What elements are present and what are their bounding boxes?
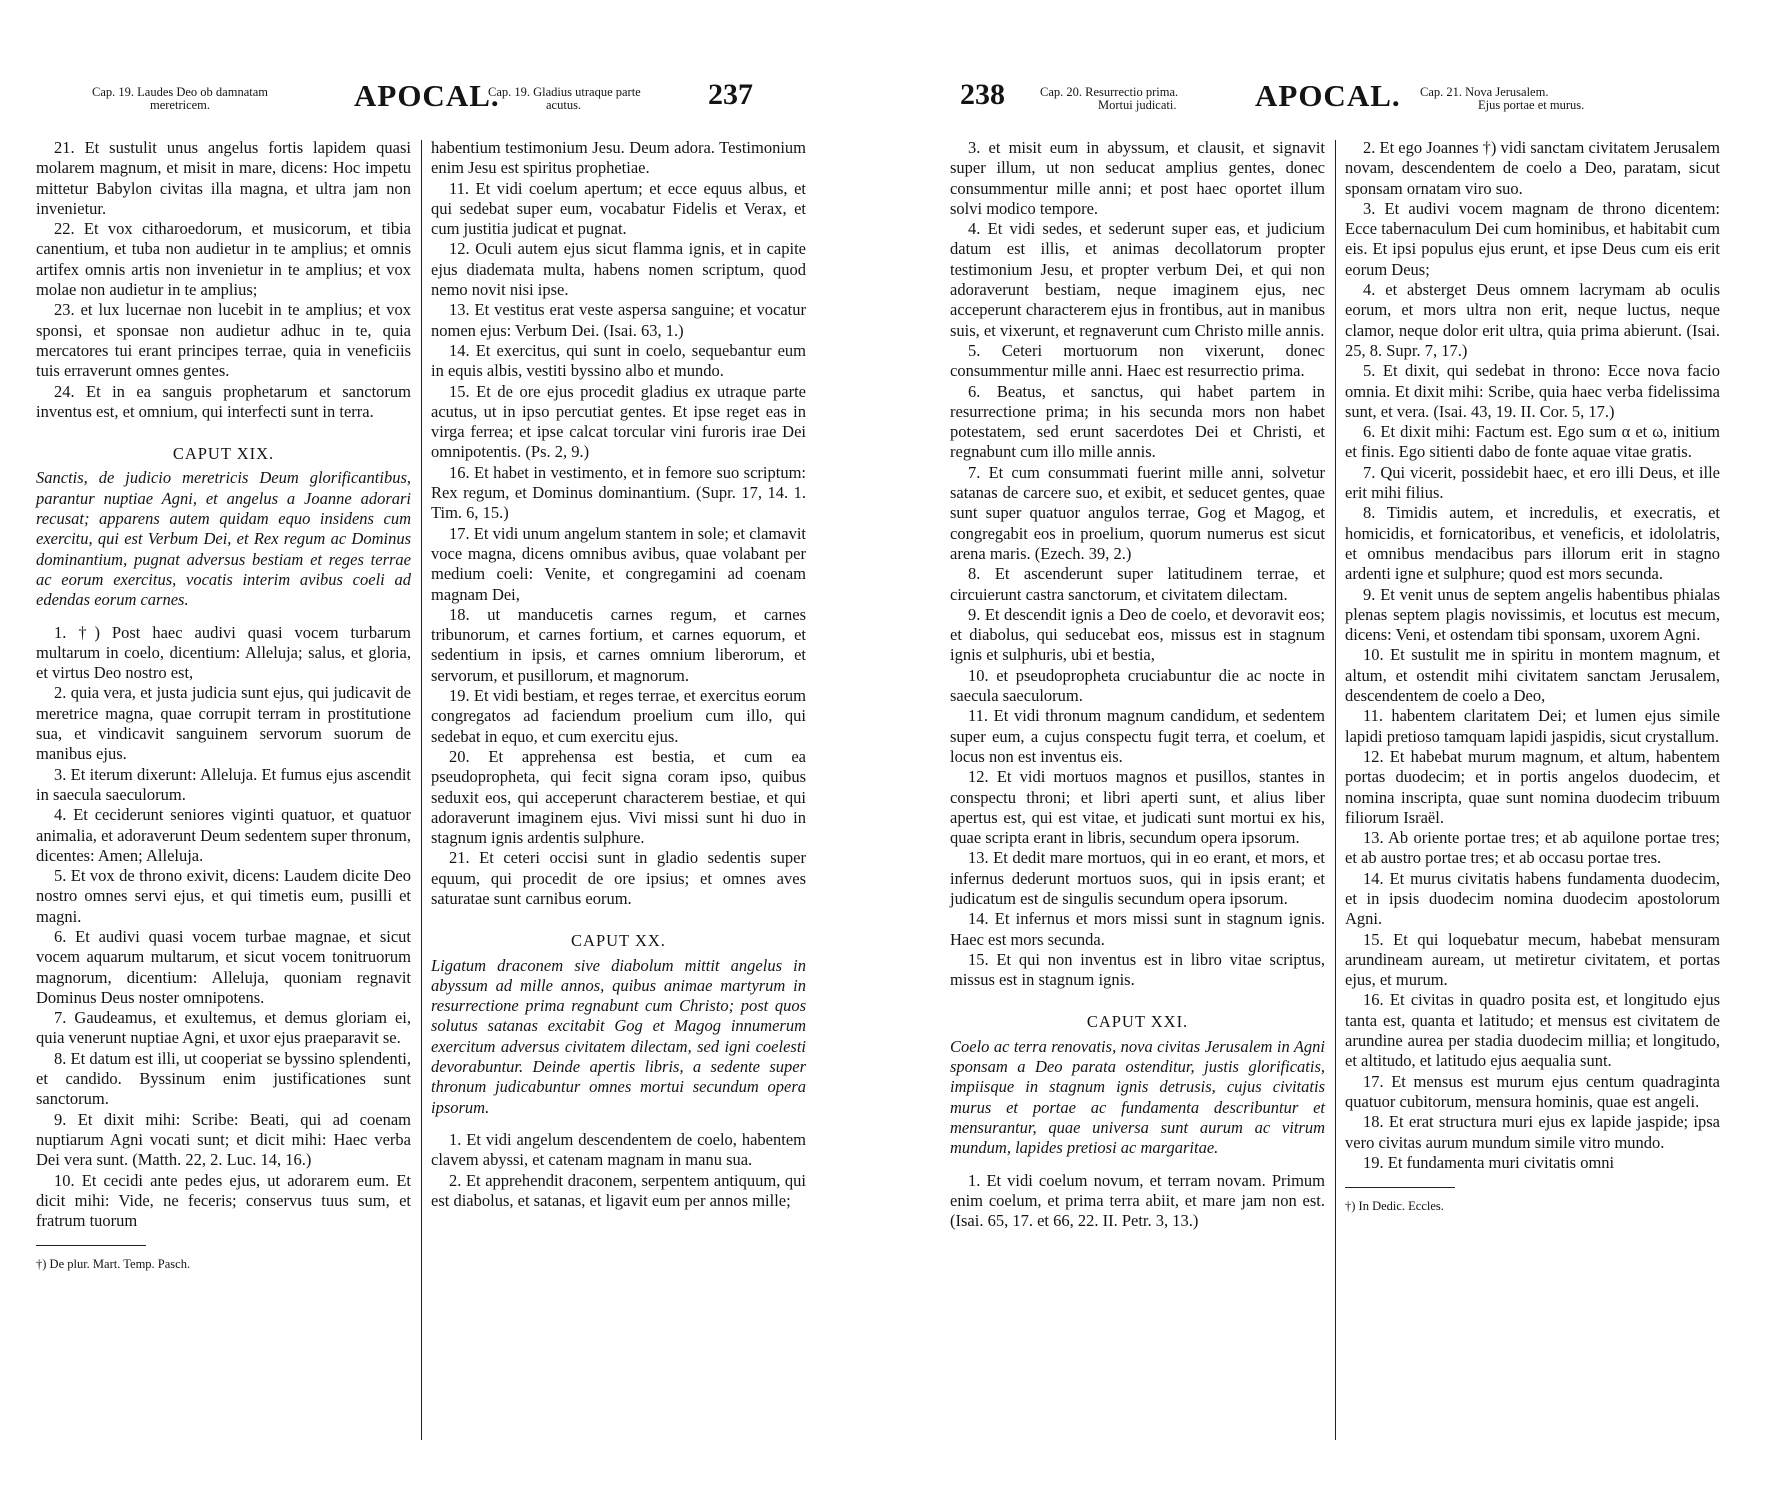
footnote: †) In Dedic. Eccles.	[1345, 1199, 1444, 1214]
verse: 4. et absterget Deus omnem lacrymam ab oculis eorum, et mors ultra non erit, neque luctus, neque clamor, neque dolor erit ultra, quia prima abierunt. (Isai. 25, 8. Supr. 7, 17.)	[1345, 280, 1720, 360]
column-divider	[1335, 140, 1336, 1440]
footnote: †) De plur. Mart. Temp. Pasch.	[36, 1257, 191, 1272]
verse: 12. Et vidi mortuos magnos et pusillos, stantes in conspectu throni; et libri aperti sunt, et alius liber apertus est, qui est vitae, et judicati sunt mortui ex his, quae scripta erant in libris, secundum opera ipsorum.	[950, 767, 1325, 848]
verse: 18. Et erat structura muri ejus ex lapide jaspide; ipsa vero civitas aurum mundum simile vitro mundo.	[1345, 1112, 1720, 1152]
running-head-line: Cap. 20. Resurrectio prima.	[1040, 85, 1179, 99]
footnote-rule	[1345, 1187, 1455, 1188]
verse: 13. Et vestitus erat veste aspersa sanguine; et vocatur nomen ejus: Verbum Dei. (Isai. 63, 1.)	[431, 300, 806, 340]
verse: 6. Et audivi quasi vocem turbae magnae, et sicut vocem aquarum multarum, et sicut vocem tonitruorum magnorum, dicentium: Alleluja, quoniam regnavit Dominus Deus noster omnipotens.	[36, 926, 411, 1007]
left-page	[36, 78, 806, 1478]
verse: 14. Et infernus et mors missi sunt in stagnum ignis. Haec est mors secunda.	[950, 909, 1325, 949]
verse: 2. Et apprehendit draconem, serpentem antiquum, qui est diabolus, et satanas, et ligavit eum per annos mille;	[431, 1170, 806, 1210]
verse: 3. Et audivi vocem magnam de throno dicentem: Ecce tabernaculum Dei cum hominibus, et habitabit cum eis. Et ipsi populus ejus erunt, et ipse Deus cum eis erit eorum Deus;	[1345, 198, 1720, 279]
chapter-heading: CAPUT XIX.	[172, 444, 275, 464]
verse: 3. et misit eum in abyssum, et clausit, et signavit super illum, ut non seducat amplius gentes, donec consummentur mille anni; et post haec oportet illum solvi modico tempore.	[950, 138, 1325, 218]
running-head-left	[92, 86, 268, 112]
verse: 21. Et ceteri occisi sunt in gladio sedentis super equum, qui procedit de ore ipsius; et omnes aves saturatae sunt carnibus eorum.	[431, 848, 806, 908]
verse: 11. Et vidi coelum apertum; et ecce equus albus, et qui sedebat super eum, vocabatur Fidelis et Verax, et cum justitia judicat et pugnat.	[431, 178, 806, 239]
running-head-line: Cap. 19. Laudes Deo ob damnatam	[92, 85, 268, 99]
verse: 10. Et sustulit me in spiritu in montem magnum, et altum, et ostendit mihi civitatem sanctam Jerusalem, descendentem de coelo a Deo,	[1345, 645, 1720, 706]
verse: 9. Et venit unus de septem angelis habentibus phialas plenas septem plagis novissimis, et locutus est mecum, dicens: Veni, et ostendam tibi sponsam, uxorem Agni.	[1345, 584, 1720, 645]
chapter-summary: Coelo ac terra renovatis, nova civitas Jerusalem in Agni sponsam a Deo parata ostenditur, justis glorificatis, impiisque in stagnum ignis detrusis, cujus civitatis murus et portae ac fundamenta describuntur et mensurantur, quae universa sunt aurum ac vitrum mundum, lapides pretiosi ac margaritae.	[950, 1036, 1325, 1158]
verse: 8. Timidis autem, et incredulis, et execratis, et homicidis, et fornicatoribus, et veneficis, et idololatris, et omnibus mendacibus pars illorum erit in stagno ardenti igne et sulphure; quod est mors secunda.	[1345, 503, 1720, 584]
running-head-line: Mortui judicati.	[1098, 98, 1177, 112]
left-page-columns	[36, 138, 806, 1458]
verse: 7. Et cum consummati fuerint mille anni, solvetur satanas de carcere suo, et exibit, et seducet gentes, quae sunt super quatuor angulos terrae, Gog et Magog, et congregabit eos in proelium, quorum numerus est sicut arena maris. (Ezech. 39, 2.)	[950, 462, 1325, 563]
verse: 13. Et dedit mare mortuos, qui in eo erant, et mors, et infernus dederunt mortuos suos, qui in ipsis erant; et judicatum est de singulis secundum opera ipsorum.	[950, 848, 1325, 908]
verse: 23. et lux lucernae non lucebit in te amplius; et vox sponsi, et sponsae non audietur adhuc in te, quia mercatores tui erant principes terrae, quia in veneficiis tuis erraverunt omnes gentes.	[36, 300, 411, 381]
verse: 22. Et vox citharoedorum, et musicorum, et tibia canentium, et tuba non audietur in te amplius; et omnis artifex omnis artis non invenietur in te amplius; et vox molae non audietur in te amplius;	[36, 219, 411, 300]
verse: 14. Et murus civitatis habens fundamenta duodecim, et in ipsis duodecim nomina duodecim apostolorum Agni.	[1345, 868, 1720, 929]
verse: 11. Et vidi thronum magnum candidum, et sedentem super eum, a cujus conspectu fugit terra, et coelum, et locus non est inventus eis.	[950, 706, 1325, 766]
verse: 17. Et vidi unum angelum stantem in sole; et clamavit voce magna, dicens omnibus avibus, quae volabant per medium coeli: Venite, et congregamini ad coenam magnam Dei,	[431, 523, 806, 604]
book-title: APOCAL.	[1255, 78, 1401, 113]
right-page-columns	[950, 138, 1720, 1458]
running-head-line: acutus.	[546, 98, 582, 112]
verse: 18. ut manducetis carnes regum, et carnes tribunorum, et carnes fortium, et carnes equorum, et sedentium in ipsis, et carnes omnium liberorum, et servorum, et pusillorum, et magnorum.	[431, 604, 806, 685]
verse: 13. Ab oriente portae tres; et ab aquilone portae tres; et ab austro portae tres; et ab occasu portae tres.	[1345, 828, 1720, 868]
running-head-line: Cap. 19. Gladius utraque parte	[488, 85, 641, 99]
running-head-left	[1040, 86, 1178, 112]
verse: 4. Et vidi sedes, et sederunt super eas, et judicium datum est illis, et animas decollatorum propter testimonium Jesu, et propter verbum Dei, et qui non adoraverunt bestiam, neque imaginem ejus, nec acceperunt characterem ejus in frontibus, aut in manibus suis, et vixerunt, et regnaverunt cum Christo mille annis.	[950, 219, 1325, 340]
verse: 8. Et ascenderunt super latitudinem terrae, et circuierunt castra sanctorum, et civitatem dilectam.	[950, 564, 1325, 604]
verse: 24. Et in ea sanguis prophetarum et sanctorum inventus est, et omnium, qui interfecti sunt in terra.	[36, 381, 411, 421]
text-column	[36, 138, 411, 1272]
verse: 9. Et descendit ignis a Deo de coelo, et devoravit eos; et diabolus, qui seducebat eos, missus est in stagnum ignis et sulphuris, ubi et bestia,	[950, 604, 1325, 665]
verse: habentium testimonium Jesu. Deum adora. Testimonium enim Jesu est spiritus prophetiae.	[431, 138, 806, 178]
verse: 10. Et cecidi ante pedes ejus, ut adorarem eum. Et dicit mihi: Vide, ne feceris; conservus tuus sum, et fratrum tuorum	[36, 1170, 411, 1231]
chapter-summary: Ligatum draconem sive diabolum mittit angelus in abyssum ad mille annos, quibus animae martyrum in resurrectione prima regnabunt cum Christo; post quos solutus satanas excitabit Gog et Magog innumerum exercitum adversus civitatem dilectam, sed igni coelesti devorabuntur. Deinde apertis libris, a sedente super thronum judicabuntur omnes mortui secundum opera ipsorum.	[431, 955, 806, 1117]
verse: 5. Et dixit, qui sedebat in throno: Ecce nova facio omnia. Et dixit mihi: Scribe, quia haec verba fidelissima sunt, et vera. (Isai. 43, 19. II. Cor. 5, 17.)	[1345, 361, 1720, 421]
verse: 5. Et vox de throno exivit, dicens: Laudem dicite Deo nostro omnes servi ejus, et qui timetis eum, pusilli et magni.	[36, 866, 411, 926]
running-head-right	[488, 86, 641, 112]
verse: 6. Et dixit mihi: Factum est. Ego sum α et ω, initium et finis. Ego sitienti dabo de fonte aquae vitae gratis.	[1345, 422, 1720, 462]
verse: 14. Et exercitus, qui sunt in coelo, sequebantur eum in equis albis, vestiti byssino albo et mundo.	[431, 340, 806, 381]
verse: 15. Et qui loquebatur mecum, habebat mensuram arundineam auream, ut metiretur civitatem, et portas ejus, et murum.	[1345, 929, 1720, 990]
column-divider	[421, 140, 422, 1440]
verse: 2. quia vera, et justa judicia sunt ejus, qui judicavit de meretrice magna, quae corrupit terram in prostitutione sua, et vindicavit sanguinem servorum suorum de manibus ejus.	[36, 683, 411, 764]
book-title: APOCAL.	[354, 78, 500, 113]
verse: 20. Et apprehensa est bestia, et cum ea pseudopropheta, qui fecit signa coram ipso, quibus seduxit eos, qui acceperunt characterem bestiae, et qui adoraverunt imaginem ejus. Vivi missi sunt hi duo in stagnum ignis ardentis sulphure.	[431, 746, 806, 848]
verse: 11. habentem claritatem Dei; et lumen ejus simile lapidi pretioso tamquam lapidi jaspidis, sicut crystallum.	[1345, 706, 1720, 746]
page-number: 237	[708, 78, 753, 111]
verse: 17. Et mensus est murum ejus centum quadraginta quatuor cubitorum, mensura hominis, quae est angeli.	[1345, 1071, 1720, 1111]
verse: 6. Beatus, et sanctus, qui habet partem in resurrectione prima; in his secunda mors non habet potestatem, sed erunt sacerdotes Dei et Christi, et regnabunt cum illo mille annis.	[950, 381, 1325, 462]
verse: 2. Et ego Joannes †) vidi sanctam civitatem Jerusalem novam, descendentem de coelo a Deo, paratam, sicut sponsam ornatam viro suo.	[1345, 138, 1720, 198]
running-head-line: Ejus portae et murus.	[1478, 98, 1585, 112]
text-column	[1345, 138, 1720, 1214]
verse: 19. Et vidi bestiam, et reges terrae, et exercitus eorum congregatos ad faciendum proelium cum illo, qui sedebat in equo, et cum exercitu ejus.	[431, 686, 806, 746]
verse: 12. Oculi autem ejus sicut flamma ignis, et in capite ejus diademata multa, habens nomen scriptum, quod nemo novit nisi ipse.	[431, 239, 806, 300]
verse: 9. Et dixit mihi: Scribe: Beati, qui ad coenam nuptiarum Agni vocati sunt; et dicit mihi: Haec verba Dei vera sunt. (Matth. 22, 2. Luc. 14, 16.)	[36, 1109, 411, 1170]
verse: 15. Et qui non inventus est in libro vitae scriptus, missus est in stagnum ignis.	[950, 949, 1325, 990]
page-number: 238	[960, 78, 1005, 111]
running-head-line: meretricem.	[150, 98, 211, 112]
right-page	[950, 78, 1720, 1478]
chapter-summary: Sanctis, de judicio meretricis Deum glorificantibus, parantur nuptiae Agni, et angelus a Joanne adorari recusat; apparens autem quidam equo insidens cum exercitu, qui est Verbum Dei, et Rex regum ac Dominus dominantium, pugnat adversus bestiam et reges terrae ac eorum exercitus, vocatis interim avibus coeli ad edendas eorum carnes.	[36, 468, 411, 610]
running-head-right	[1420, 86, 1584, 112]
text-column	[431, 138, 806, 1211]
verse: 12. Et habebat murum magnum, et altum, habentem portas duodecim; et in portis angelos duodecim, et nomina inscripta, quae sunt nomina duodecim tribuum filiorum Israël.	[1345, 746, 1720, 827]
verse: 7. Gaudeamus, et exultemus, et demus gloriam ei, quia venerunt nuptiae Agni, et uxor ejus praeparavit se.	[36, 1008, 411, 1048]
chapter-heading: CAPUT XXI.	[1086, 1012, 1189, 1032]
verse: 16. Et habet in vestimento, et in femore suo scriptum: Rex regum, et Dominus dominantium. (Supr. 17, 14. 1. Tim. 6, 15.)	[431, 462, 806, 523]
verse: 4. Et ceciderunt seniores viginti quatuor, et quatuor animalia, et adoraverunt Deum sedentem super thronum, dicentes: Amen; Alleluja.	[36, 805, 411, 865]
verse: 8. Et datum est illi, ut cooperiat se byssino splendenti, et candido. Byssinum enim justificationes sunt sanctorum.	[36, 1048, 411, 1109]
chapter-heading: CAPUT XX.	[571, 931, 666, 951]
verse: 1. Et vidi angelum descendentem de coelo, habentem clavem abyssi, et catenam magnam in manu sua.	[431, 1129, 806, 1170]
verse: 10. et pseudopropheta cruciabuntur die ac nocte in saecula saeculorum.	[950, 665, 1325, 706]
verse: 1. †) Post haec audivi quasi vocem turbarum multarum in coelo, dicentium: Alleluja; salus, et gloria, et virtus Deo nostro est,	[36, 622, 411, 683]
verse: 21. Et sustulit unus angelus fortis lapidem quasi molarem magnum, et misit in mare, dicens: Hoc impetu mittetur Babylon civitas illa magna, et ultra jam non invenietur.	[36, 138, 411, 218]
verse: 5. Ceteri mortuorum non vixerunt, donec consummentur mille anni. Haec est resurrectio prima.	[950, 340, 1325, 381]
running-head-line: Cap. 21. Nova Jerusalem.	[1420, 85, 1549, 99]
verse: 15. Et de ore ejus procedit gladius ex utraque parte acutus, ut in ipso percutiat gentes. Et ipse reget eas in virga ferrea; et ipse calcat torcular vini furoris irae Dei omnipotentis. (Ps. 2, 9.)	[431, 381, 806, 462]
verse: 19. Et fundamenta muri civitatis omni	[1363, 1152, 1615, 1172]
text-column	[950, 138, 1325, 1231]
verse: 3. Et iterum dixerunt: Alleluja. Et fumus ejus ascendit in saecula saeculorum.	[36, 764, 411, 804]
verse: 1. Et vidi coelum novum, et terram novam. Primum enim coelum, et prima terra abiit, et mare jam non est. (Isai. 65, 17. et 66, 22. II. Petr. 3, 13.)	[950, 1170, 1325, 1231]
verse: 7. Qui vicerit, possidebit haec, et ero illi Deus, et ille erit mihi filius.	[1345, 462, 1720, 503]
footnote-rule	[36, 1245, 146, 1246]
verse: 16. Et civitas in quadro posita est, et longitudo ejus tanta est, quanta et latitudo; et mensus est civitatem de arundine aurea per stadia duodecim millia; et longitudo, et altitudo, et latitudo ejus aequalia sunt.	[1345, 990, 1720, 1071]
